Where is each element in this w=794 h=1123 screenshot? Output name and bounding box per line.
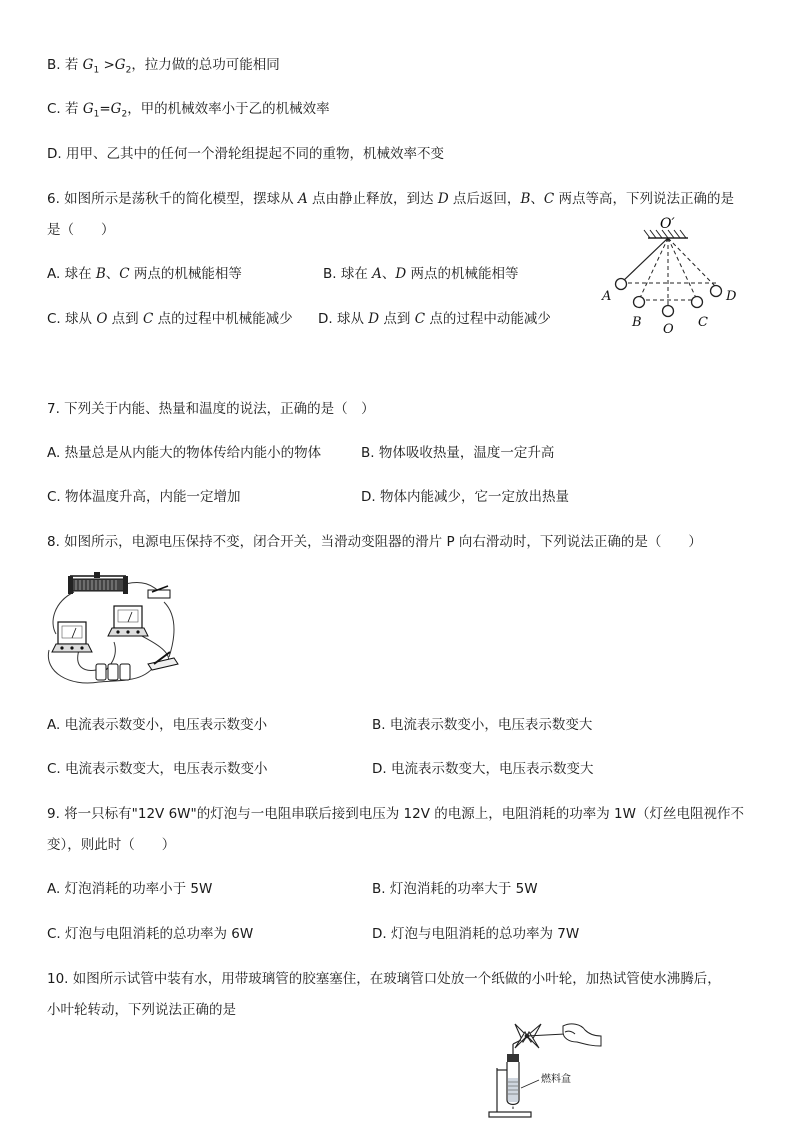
label-b: B	[632, 315, 642, 330]
q5-option-b: B. 若 $G_1 >G_2$，拉力做的总功可能相同	[47, 57, 280, 76]
label-o-prime: O′	[660, 216, 675, 232]
q10-stem-line1: 10. 如图所示试管中装有水，用带玻璃管的胶塞塞住，在玻璃管口处放一个纸做的小叶轮，加热试管使水沸腾后，	[47, 971, 721, 987]
pendulum-figure	[596, 212, 746, 340]
string-d	[668, 238, 716, 287]
pinwheel	[515, 1024, 565, 1048]
q8-option-a: A. 电流表示数变小，电压表示数变小	[47, 717, 268, 733]
hand	[563, 1024, 601, 1046]
q9-option-c: C. 灯泡与电阻消耗的总功率为 6W	[47, 926, 254, 942]
voltmeter	[108, 606, 148, 636]
ball-a	[616, 279, 627, 290]
label-a: A	[602, 289, 612, 304]
q8-option-c: C. 电流表示数变大，电压表示数变小	[47, 761, 268, 777]
q9-option-d: D. 灯泡与电阻消耗的总功率为 7W	[372, 926, 580, 942]
q8-option-d: D. 电流表示数变大，电压表示数变大	[372, 761, 594, 777]
string-c	[668, 238, 697, 300]
q8-option-b: B. 电流表示数变小，电压表示数变大	[372, 717, 593, 733]
q6-option-d: D. 球从 D 点到 C 点的过程中动能减少	[318, 311, 551, 327]
q7-option-b: B. 物体吸收热量，温度一定升高	[361, 445, 555, 461]
ball-c	[692, 297, 703, 308]
q8-stem: 8. 如图所示，电源电压保持不变，闭合开关，当滑动变阻器的滑片 P 向右滑动时，下列说法正确的是（ ）	[47, 534, 702, 550]
wire-6	[164, 602, 174, 657]
q6-option-b: B. 球在 A、D 两点的机械能相等	[323, 266, 519, 282]
q9-stem-line1: 9. 将一只标有"12V 6W"的灯泡与一电阻串联后接到电压为 12V 的电源上，电阻消耗的功率为 1W（灯丝电阻视作不	[47, 806, 744, 822]
label-d: D	[726, 289, 737, 304]
circuit-figure	[44, 572, 184, 690]
string-a	[621, 238, 668, 283]
q7-option-d: D. 物体内能减少，它一定放出热量	[361, 489, 569, 505]
ball-o	[663, 306, 674, 317]
switch	[148, 586, 170, 598]
battery-pack	[96, 664, 130, 680]
q10-stem-line2: 小叶轮转动，下列说法正确的是	[47, 1002, 236, 1018]
q7-option-c: C. 物体温度升高，内能一定增加	[47, 489, 241, 505]
knife-switch	[148, 652, 178, 670]
label-c: C	[698, 315, 708, 330]
string-b	[639, 238, 668, 300]
ball-b	[634, 297, 645, 308]
q6-stem-line1: 6. 如图所示是荡秋千的简化模型，摆球从 A 点由静止释放，到达 D 点后返回，B、C 两点等高，下列说法正确的是	[47, 191, 734, 207]
fuel-box-label: 燃料盒	[541, 1074, 571, 1085]
wire-3	[78, 650, 96, 670]
q5-option-d: D. 用甲、乙其中的任何一个滑轮组提起不同的重物，机械效率不变	[47, 146, 444, 162]
rheostat	[68, 572, 128, 594]
label-o: O	[663, 322, 674, 337]
q7-option-a: A. 热量总是从内能大的物体传给内能小的物体	[47, 445, 322, 461]
ammeter	[52, 622, 92, 652]
q7-stem: 7. 下列关于内能、热量和温度的说法，正确的是（ ）	[47, 401, 375, 417]
q9-option-b: B. 灯泡消耗的功率大于 5W	[372, 881, 538, 897]
q6-option-a: A. 球在 B、C 两点的机械能相等	[47, 266, 242, 282]
test-tube-figure	[485, 1018, 603, 1118]
q9-stem-line2: 变），则此时（ ）	[47, 837, 176, 853]
test-tube	[507, 1054, 519, 1105]
q5-option-c: C. 若 $G_1=G_2$，甲的机械效率小于乙的机械效率	[47, 101, 330, 120]
flame-icon	[512, 1106, 514, 1109]
ball-d	[711, 286, 722, 297]
q9-option-a: A. 灯泡消耗的功率小于 5W	[47, 881, 213, 897]
q6-stem-line2: 是（ ）	[47, 222, 115, 238]
q6-option-c: C. 球从 O 点到 C 点的过程中机械能减少	[47, 311, 293, 327]
